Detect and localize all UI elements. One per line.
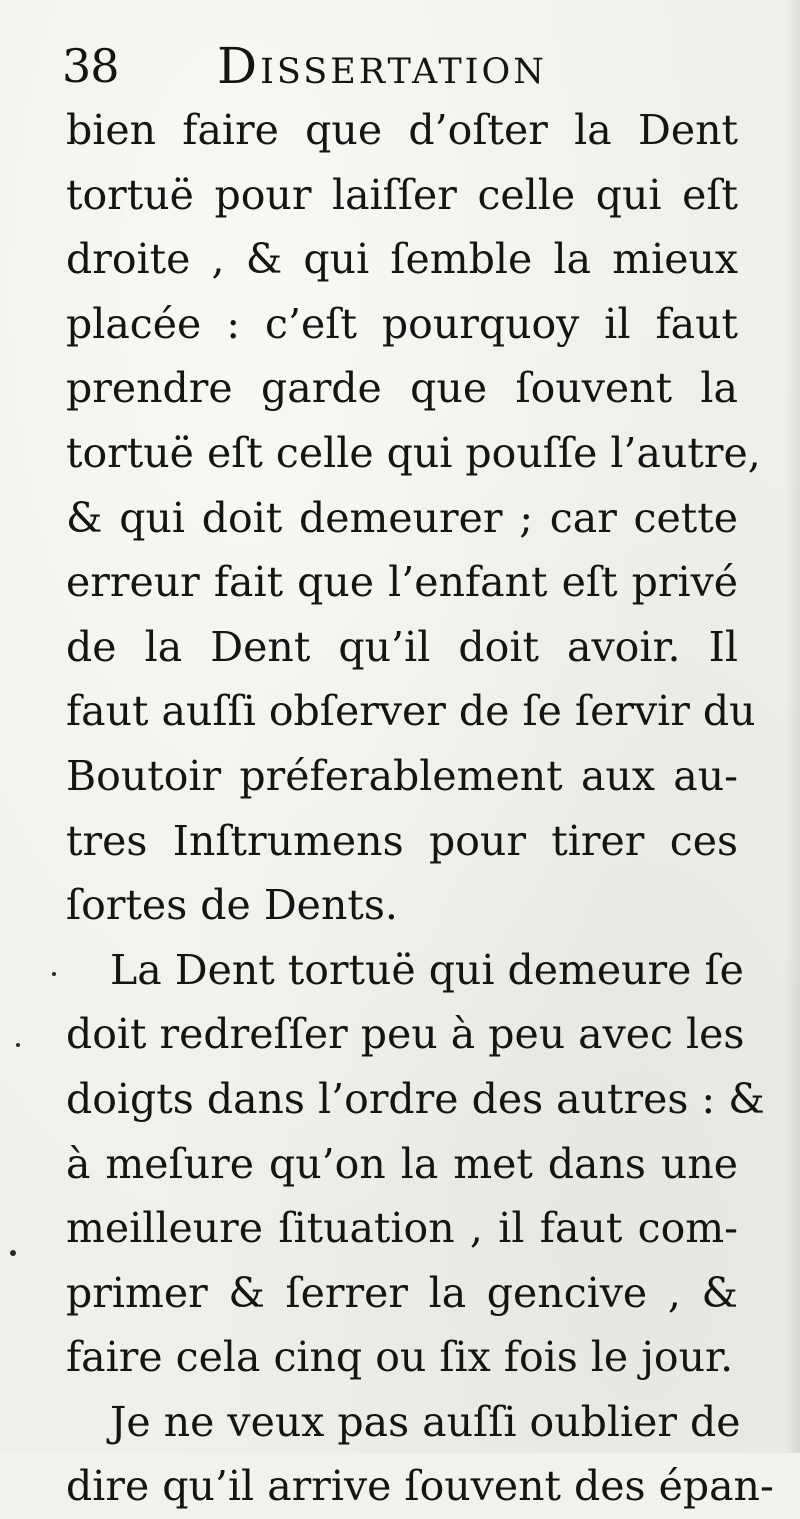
ink-speck (16, 1043, 20, 1047)
text-line: & qui doit demeurer ; car cette (66, 493, 738, 542)
text-line: Je ne veux pas auſſi oublier de (110, 1397, 741, 1446)
running-title: Dissertation (217, 37, 547, 95)
page-number: 38 (62, 39, 119, 93)
paragraph-2 (66, 938, 765, 1390)
running-head (62, 26, 622, 96)
text-line: dire qu’il arrive ſouvent des épan- (66, 1462, 774, 1511)
paragraph-1 (66, 98, 761, 938)
text-line: faut auſſi obſerver de ſe ſervir du (66, 687, 756, 736)
ink-speck (52, 972, 56, 976)
text-line: droite , & qui ſemble la mieux (66, 235, 738, 284)
text-line: tortuë eſt celle qui pouſſe l’autre, (66, 428, 761, 477)
text-line: tres Inſtrumens pour tirer ces (66, 816, 738, 865)
ink-speck (10, 1250, 16, 1256)
text-line: faire cela cinq ou ſix fois le jour. (66, 1333, 734, 1382)
text-line: ſortes de Dents. (66, 881, 398, 930)
text-line: La Dent tortuë qui demeure ſe (110, 945, 744, 994)
text-line: placée : c’eſt pourquoy il faut (66, 299, 738, 348)
text-line: de la Dent qu’il doit avoir. Il (66, 622, 738, 671)
text-line: meilleure ſituation , il faut com- (66, 1204, 738, 1253)
text-line: doigts dans l’ordre des autres : & (66, 1074, 765, 1123)
text-line: erreur fait que l’enfant eſt privé (66, 558, 738, 607)
text-line: prendre garde que ſouvent la (66, 364, 738, 413)
paragraph-3 (66, 1390, 774, 1519)
text-line: doit redreſſer peu à peu avec les (66, 1010, 745, 1059)
page-edge-shadow (786, 0, 800, 1453)
text-line: primer & ſerrer la gencive , & (66, 1268, 738, 1317)
text-line: tortuë pour laiſſer celle qui eſt (66, 170, 738, 219)
text-line: bien faire que d’oſter la Dent (66, 106, 738, 154)
body-text (66, 98, 774, 1519)
text-line: Boutoir préferablement aux au- (66, 751, 738, 800)
text-line: à meſure qu’on la met dans une (66, 1139, 738, 1188)
